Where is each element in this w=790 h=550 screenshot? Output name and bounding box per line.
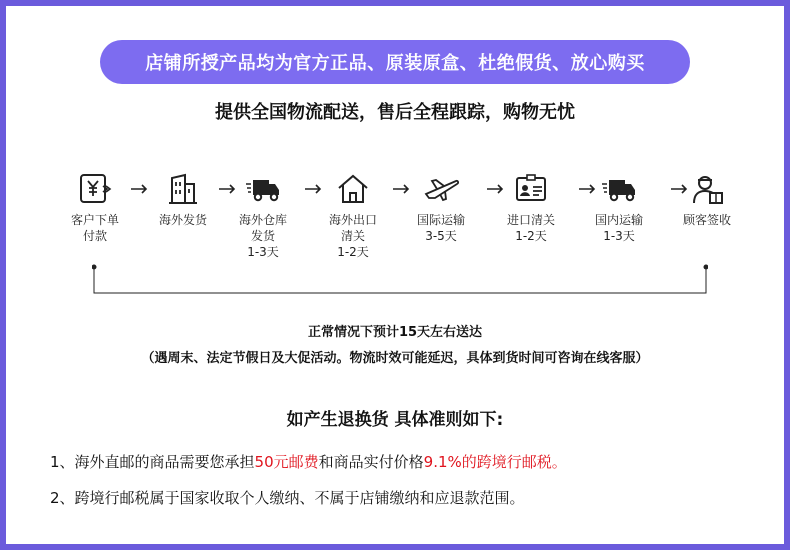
return-rule-1 — [50, 451, 567, 472]
step-label: 客户下单 付款 — [70, 213, 119, 243]
delay-note: （遇周末、法定节假日及大促活动。物流时效可能延迟，具体到货时间可咨询在线客服） — [141, 351, 649, 366]
yen-payment-icon — [77, 172, 113, 206]
service-subtitle: 提供全国物流配送，售后全程跟踪，购物无忧 — [215, 102, 575, 123]
step-label: 国内运输 1-3天 — [594, 213, 643, 243]
shipping-fee-highlight: 50元邮费 — [254, 453, 319, 471]
step-domestic-transport — [576, 172, 662, 244]
delivery-truck-icon — [601, 172, 637, 206]
step-customer-receipt — [664, 172, 750, 228]
tax-rate-highlight: 9.1%的跨境行邮税。 — [423, 453, 567, 471]
airplane-icon — [423, 172, 459, 206]
step-label: 进口清关 1-2天 — [506, 213, 555, 243]
delivery-estimate: 正常情况下预计15天左右送达 — [307, 325, 483, 340]
step-overseas-ship — [140, 172, 226, 228]
id-card-icon — [513, 172, 549, 206]
step-import-clearance — [488, 172, 574, 244]
courier-box-icon — [689, 172, 725, 206]
rule-text: 1、海外直邮的商品需要您承担 — [50, 453, 255, 471]
rule-text: 和商品实付价格 — [318, 453, 424, 471]
step-international-transport — [398, 172, 484, 244]
step-label: 海外发货 — [158, 213, 207, 227]
logistics-steps — [0, 172, 790, 272]
step-label: 国际运输 3-5天 — [416, 213, 465, 243]
step-export-clearance — [310, 172, 396, 260]
step-order-payment — [52, 172, 138, 244]
step-label: 顾客签收 — [682, 213, 731, 227]
step-label: 海外仓库 发货 1-3天 — [238, 213, 287, 259]
delivery-timeline-bracket — [92, 264, 708, 294]
delivery-truck-icon — [245, 172, 281, 206]
return-rule-2: 2、跨境行邮税属于国家收取个人缴纳、不属于店铺缴纳和应退款范围。 — [50, 489, 525, 507]
building-icon — [165, 172, 201, 206]
guarantee-banner: 店铺所授产品均为官方正品、原装原盒、杜绝假货、放心购买 — [100, 40, 690, 84]
step-label: 海外出口 清关 1-2天 — [328, 213, 377, 259]
house-icon — [335, 172, 371, 206]
return-policy-heading: 如产生退换货 具体准则如下: — [286, 410, 504, 430]
step-overseas-warehouse — [220, 172, 306, 260]
